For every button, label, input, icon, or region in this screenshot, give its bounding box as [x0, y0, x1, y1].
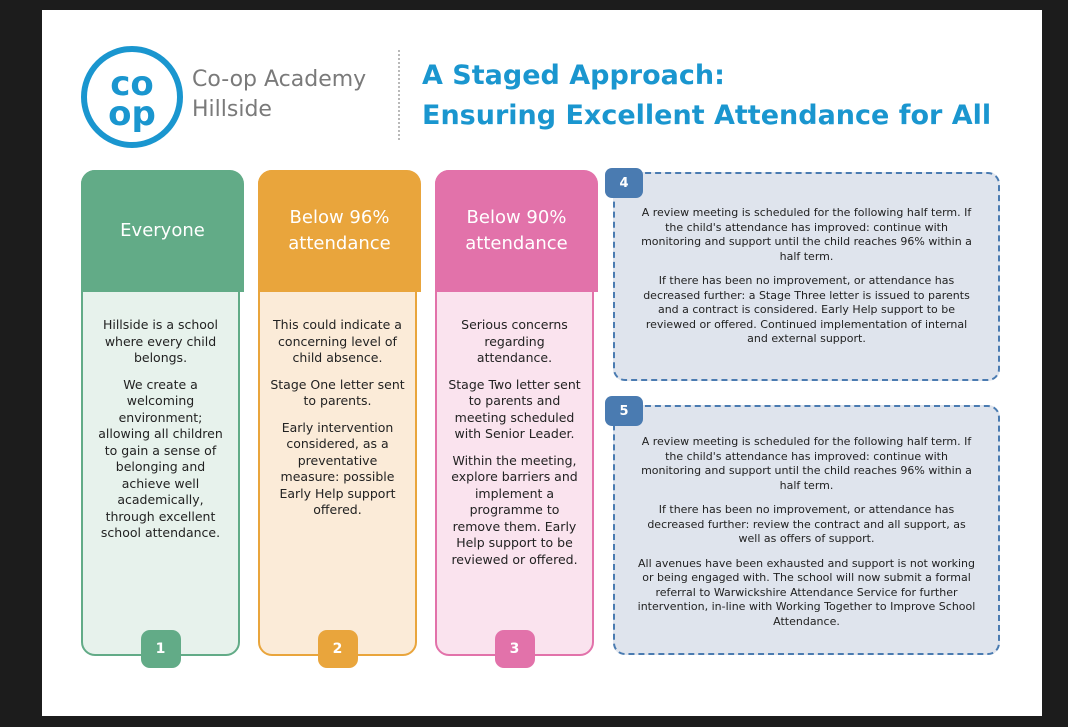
stage-1-body [93, 317, 228, 552]
stage-2-body [270, 317, 405, 529]
title-line2: Ensuring Excellent Attendance for All [422, 100, 992, 131]
stage-1-text: We create a welcoming environment; allowing all children to gain a sense of belonging and achieve well academically, through excellent school attendance. [98, 376, 223, 540]
stage-5-text: A review meeting is scheduled for the following half term. If the child's attendance has improved: continue with monitoring and support until the child reaches 96% within a half term. [641, 435, 972, 492]
school-name-line1: Co-op Academy [192, 67, 367, 92]
stage-1-card [81, 170, 240, 656]
stage-2-number-badge: 2 [318, 630, 358, 668]
logo-text-bottom: op [108, 94, 156, 134]
stage-3-text: Stage Two letter sent to parents and meeting scheduled with Senior Leader. [448, 376, 581, 441]
stage-5-text: If there has been no improvement, or attendance has decreased further: review the contract and all support, as well as offers of support. [647, 503, 966, 545]
stage-5-card [613, 405, 1000, 655]
stage-3-text: Serious concerns regarding attendance. [461, 317, 568, 365]
title-line1: A Staged Approach: [422, 60, 725, 91]
stage-1-number-badge: 1 [141, 630, 181, 668]
page-title [422, 56, 991, 136]
header-divider [398, 50, 400, 140]
stage-5-text: All avenues have been exhausted and support is not working or being engaged with. The school will now submit a formal referral to Warwickshire Attendance Service for further intervention, in-line with Working Together to Improve School Attendance. [637, 556, 976, 628]
stage-2-card [258, 170, 417, 656]
stage-4-number-badge: 4 [605, 168, 643, 198]
stage-5-number-badge: 5 [605, 396, 643, 426]
school-name-line2: Hillside [192, 97, 272, 122]
stage-1-heading: Everyone [81, 170, 244, 292]
school-name [192, 65, 366, 125]
stage-2-text: Early intervention considered, as a preventative measure: possible Early Help support offered. [279, 419, 396, 517]
stage-3-text: Within the meeting, explore barriers and implement a programme to remove them. Early Help support to be reviewed or offered. [451, 452, 578, 567]
stage-2-text: Stage One letter sent to parents. [270, 376, 405, 408]
logo-text-top: co [110, 64, 154, 104]
stage-3-number-badge: 3 [495, 630, 535, 668]
stage-2-heading: Below 96% attendance [258, 170, 421, 292]
stage-3-card [435, 170, 594, 656]
stage-2-text: This could indicate a concerning level of child absence. [273, 317, 402, 365]
coop-logo [80, 45, 184, 149]
infographic-page [42, 10, 1042, 716]
stage-3-body [447, 317, 582, 578]
stage-4-text: A review meeting is scheduled for the following half term. If the child's attendance has improved: continue with monitoring and support until the child reaches 96% within a half term. [641, 206, 972, 263]
stage-1-text: Hillside is a school where every child belongs. [102, 317, 219, 365]
stage-3-heading: Below 90% attendance [435, 170, 598, 292]
stage-4-text: If there has been no improvement, or attendance has decreased further: a Stage Three letter is issued to parents and a contract is considered. Early Help support to be reviewed or offered. Continued implementation of internal and external support. [643, 274, 970, 345]
stage-4-card [613, 172, 1000, 381]
